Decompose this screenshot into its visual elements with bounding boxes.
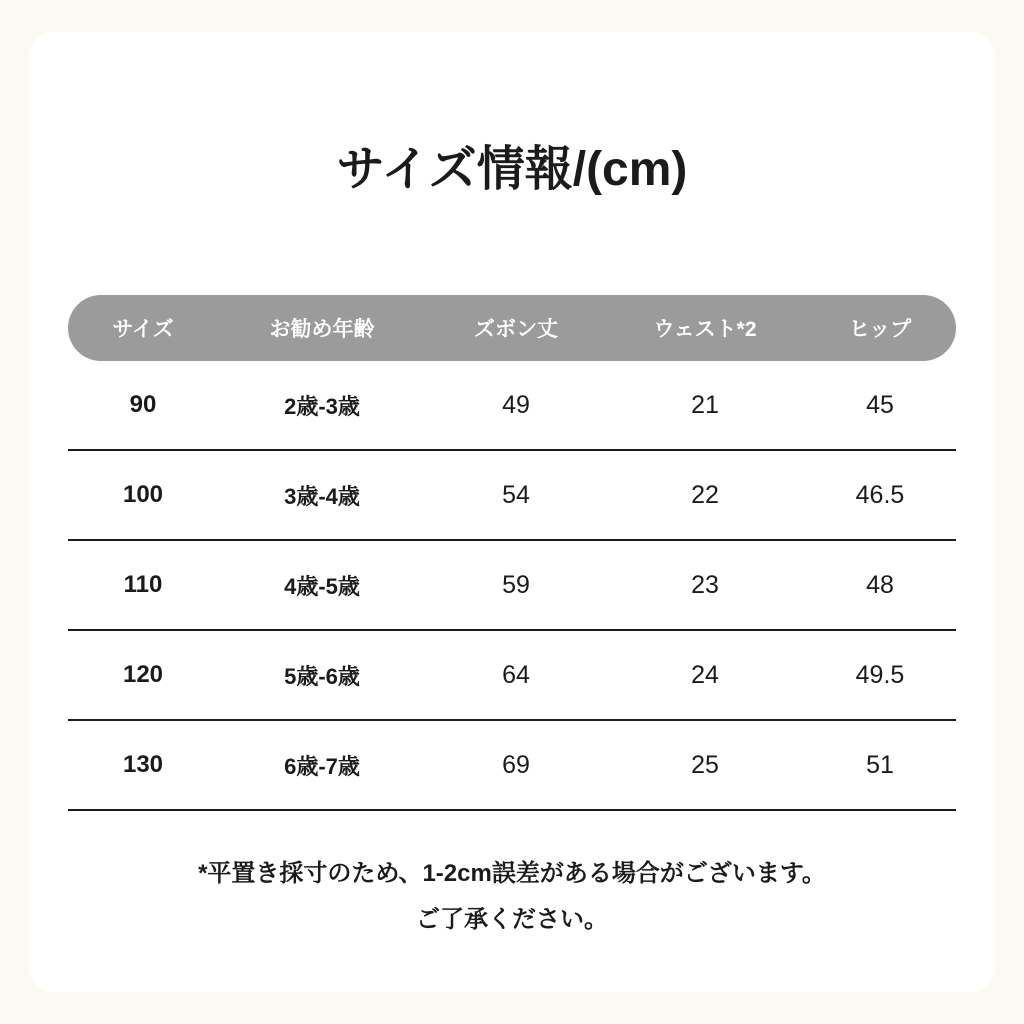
cell-age: 6歳-7歳 xyxy=(284,753,360,779)
table-row xyxy=(68,541,956,631)
column-header-hip: ヒップ xyxy=(848,318,912,341)
column-header-waist: ウェスト*2 xyxy=(653,318,757,341)
cell-size: 110 xyxy=(123,571,163,598)
table-row xyxy=(68,721,956,811)
column-header-age: お勧め年齢 xyxy=(269,318,375,341)
cell-waist: 23 xyxy=(691,570,719,599)
cell-hip: 51 xyxy=(866,750,894,779)
cell-hip: 46.5 xyxy=(855,480,905,509)
page-title: サイズ情報/(cm) xyxy=(336,143,688,196)
cell-length: 54 xyxy=(502,480,530,509)
table-row xyxy=(68,631,956,721)
table-header-row xyxy=(68,295,956,361)
table-row xyxy=(68,361,956,451)
cell-size: 90 xyxy=(129,391,157,418)
cell-size: 130 xyxy=(122,751,164,778)
cell-hip: 45 xyxy=(866,390,894,419)
cell-hip: 48 xyxy=(866,570,894,599)
cell-length: 64 xyxy=(502,660,530,689)
cell-size: 120 xyxy=(122,661,164,688)
cell-age: 2歳-3歳 xyxy=(284,393,360,419)
cell-size: 100 xyxy=(122,481,164,508)
note-line-2: ご了承ください。 xyxy=(416,905,608,933)
size-table xyxy=(68,295,956,811)
cell-length: 69 xyxy=(502,750,530,779)
size-chart-card xyxy=(30,32,994,992)
cell-waist: 25 xyxy=(691,750,719,779)
table-row xyxy=(68,451,956,541)
cell-waist: 21 xyxy=(691,390,719,419)
cell-hip: 49.5 xyxy=(855,660,905,689)
cell-length: 59 xyxy=(502,570,530,599)
column-header-size: サイズ xyxy=(112,318,174,341)
measurement-notes xyxy=(30,851,994,942)
cell-age: 4歳-5歳 xyxy=(284,573,360,599)
cell-length: 49 xyxy=(502,390,530,419)
cell-waist: 24 xyxy=(691,660,719,689)
cell-age: 5歳-6歳 xyxy=(284,663,360,689)
cell-waist: 22 xyxy=(691,480,719,509)
cell-age: 3歳-4歳 xyxy=(284,483,360,509)
note-line-1: *平置き採寸のため、1-2cm誤差がある場合がございます。 xyxy=(198,860,826,887)
column-header-length: ズボン丈 xyxy=(474,318,558,341)
